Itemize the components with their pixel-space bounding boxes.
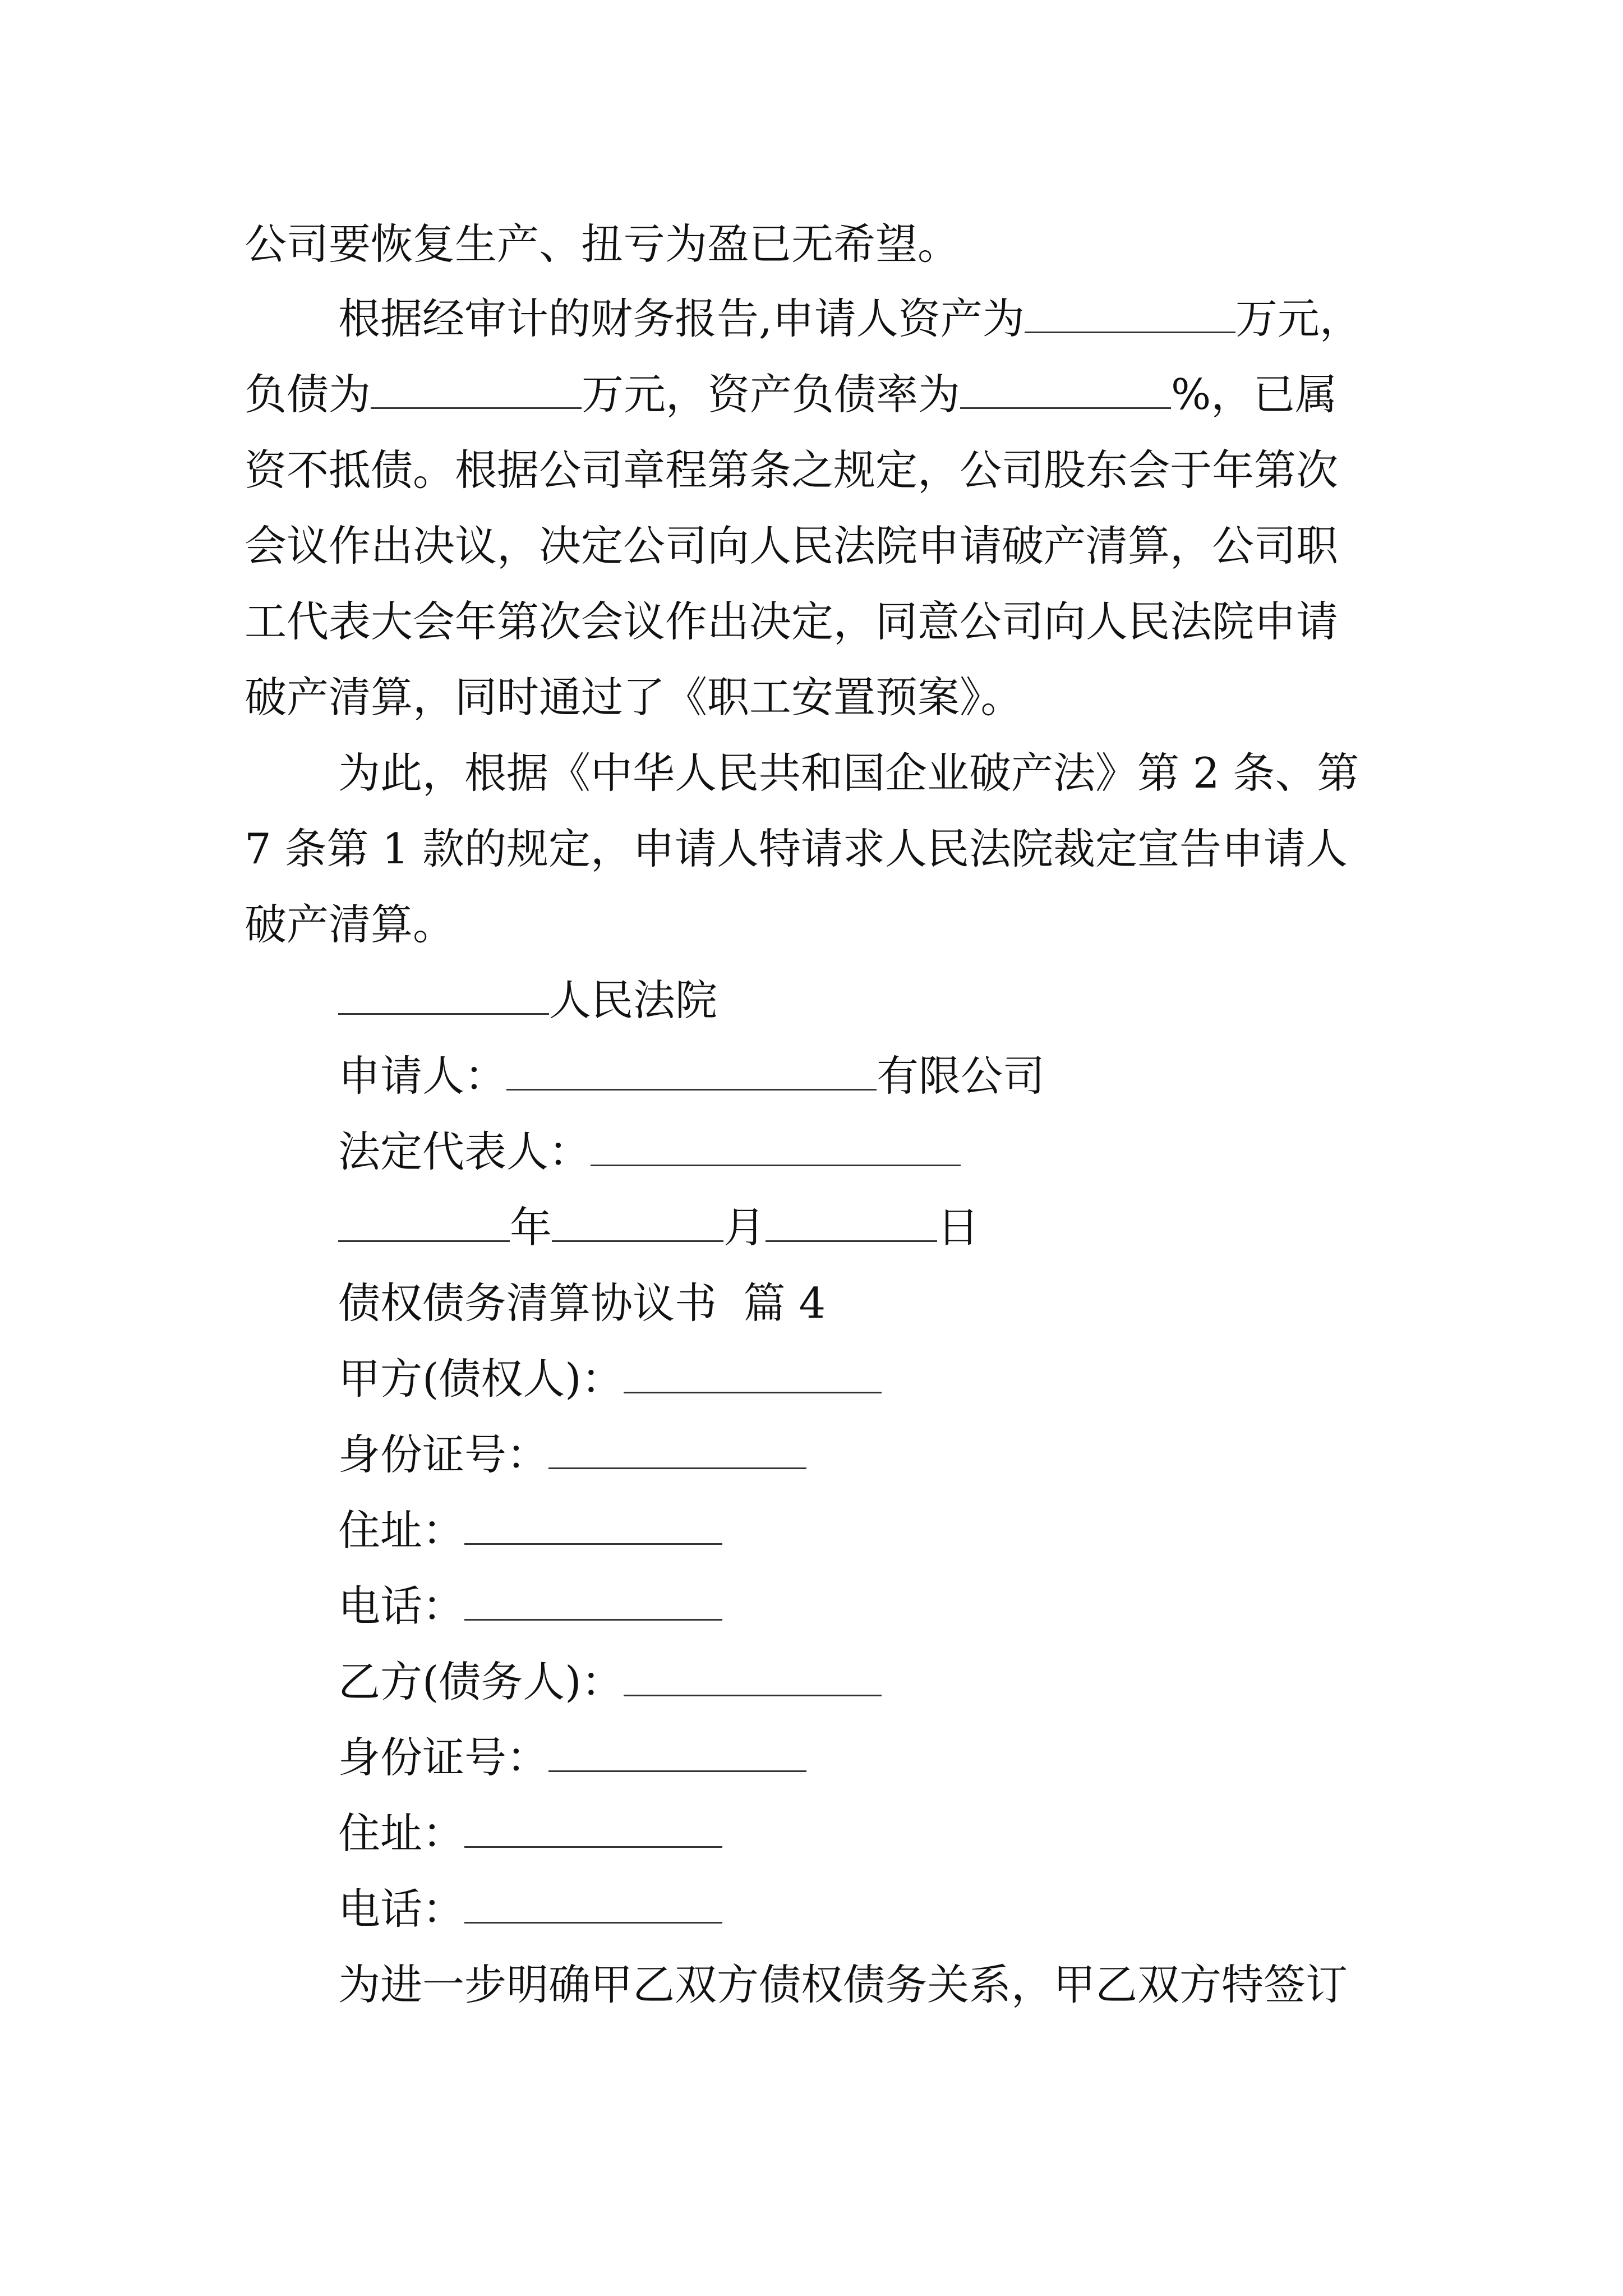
party-a-line [338, 1346, 882, 1407]
applicant-label: 申请人： [338, 1051, 507, 1101]
text: 会议作出决议，决定公司向人民法院申请破产清算，公司职 [245, 521, 1339, 570]
text: 为此，根据《中华人民共和国企业破产法》第 2 条、第 [338, 748, 1359, 798]
applicant-line [338, 1043, 1045, 1105]
year-blank[interactable] [338, 1200, 510, 1242]
paragraph-line [245, 816, 1348, 877]
paragraph-line [338, 740, 1359, 802]
assets-blank[interactable] [1025, 292, 1235, 333]
paragraph-line [245, 891, 455, 953]
text: 资不抵债。根据公司章程第条之规定，公司股东会于年第次 [245, 445, 1339, 495]
section-title [338, 1270, 826, 1332]
party-a-address-line [338, 1497, 722, 1559]
text: 7 条第 1 款的规定，申请人特请求人民法院裁定宣告申请人 [245, 824, 1348, 873]
legal-rep-blank[interactable] [591, 1125, 961, 1166]
paragraph-line [245, 513, 1338, 574]
text: 根据经审计的财务报告,申请人资产为 [338, 294, 1025, 343]
party-a-label: 甲方(债权人)： [338, 1354, 624, 1404]
year-label: 年 [510, 1203, 552, 1252]
address-label: 住址： [338, 1506, 465, 1555]
text: 公司要恢复生产、扭亏为盈已无希望。 [245, 219, 960, 269]
month-blank[interactable] [552, 1200, 723, 1242]
party-b-id-line [338, 1724, 806, 1786]
id-label: 身份证号： [338, 1430, 549, 1479]
debt-ratio-blank[interactable] [960, 367, 1171, 409]
party-b-line [338, 1649, 882, 1710]
party-b-phone-line [338, 1876, 722, 1938]
paragraph-line [245, 588, 1338, 650]
liabilities-blank[interactable] [371, 367, 582, 409]
month-label: 月 [723, 1203, 766, 1252]
day-blank[interactable] [766, 1200, 937, 1242]
party-a-blank[interactable] [624, 1352, 882, 1393]
party-b-label: 乙方(债务人)： [338, 1657, 624, 1706]
applicant-suffix: 有限公司 [877, 1051, 1045, 1101]
applicant-blank[interactable] [506, 1049, 877, 1091]
party-b-address-blank[interactable] [464, 1806, 722, 1848]
text: %，已属 [1171, 370, 1338, 419]
party-b-phone-blank[interactable] [464, 1882, 722, 1924]
text: 破产清算，同时通过了《职工安置预案》。 [245, 673, 1023, 722]
text: 为进一步明确甲乙双方债权债务关系，甲乙双方特签订 [338, 1960, 1348, 2009]
legal-rep-line [338, 1119, 961, 1180]
party-a-phone-blank[interactable] [464, 1579, 722, 1621]
paragraph-line [245, 437, 1381, 499]
date-line [338, 1194, 979, 1256]
text: 负债为 [245, 370, 371, 419]
court-line [338, 967, 717, 1029]
day-label: 日 [937, 1203, 980, 1252]
party-a-id-blank[interactable] [548, 1428, 806, 1469]
phone-label: 电话： [338, 1581, 465, 1631]
text: 万元，资产负债率为 [582, 370, 961, 419]
party-b-id-blank[interactable] [548, 1731, 806, 1772]
party-a-phone-line [338, 1573, 722, 1635]
section-title-text: 债权债务清算协议书 篇 4 [338, 1278, 826, 1328]
id-label: 身份证号： [338, 1733, 549, 1782]
party-a-address-blank[interactable] [464, 1503, 722, 1545]
court-suffix: 人民法院 [549, 976, 718, 1025]
paragraph-line [245, 664, 1023, 726]
phone-label: 电话： [338, 1884, 465, 1934]
text: 破产清算。 [245, 900, 455, 949]
paragraph-line [338, 1952, 1348, 2013]
legal-rep-label: 法定代表人： [338, 1127, 591, 1176]
text: 万元， [1235, 294, 1362, 343]
court-name-blank[interactable] [338, 973, 549, 1015]
paragraph-line [245, 361, 1337, 423]
text: 工代表大会年第次会议作出决定，同意公司向人民法院申请 [245, 597, 1339, 646]
address-label: 住址： [338, 1809, 465, 1858]
paragraph-line [338, 286, 1362, 347]
party-b-blank[interactable] [624, 1655, 882, 1696]
paragraph-line [245, 211, 960, 273]
party-a-id-line [338, 1421, 806, 1483]
party-b-address-line [338, 1800, 722, 1862]
